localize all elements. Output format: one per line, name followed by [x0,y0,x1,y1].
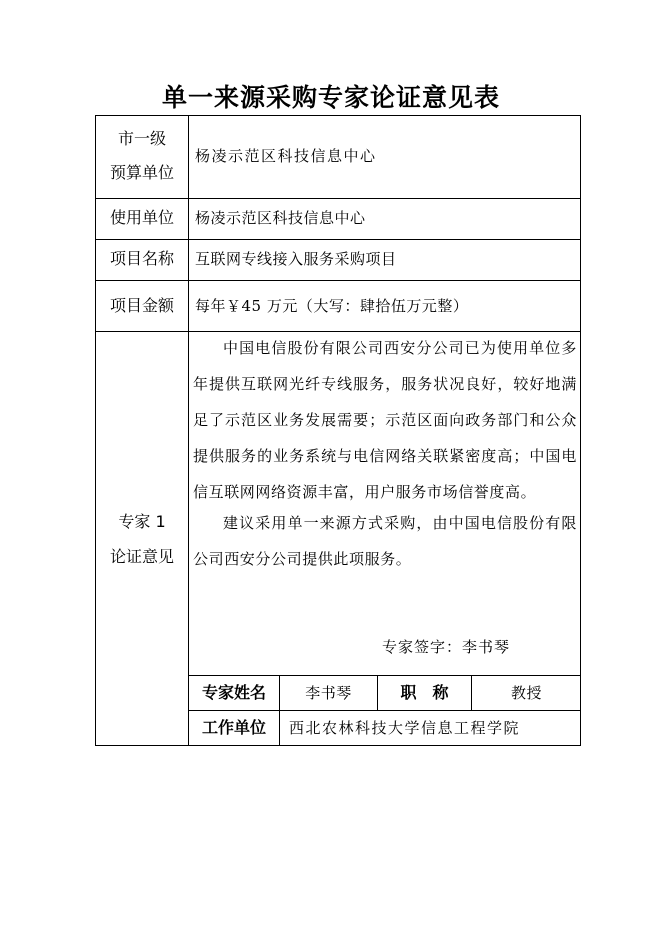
project-amount-label: 项目金额 [109,296,174,315]
expert-name-label: 专家姓名 [201,683,266,702]
project-amount-value: 每年￥45 万元（大写：肆拾伍万元整） [195,297,469,315]
row-divider [95,239,581,240]
work-unit-value: 西北农林科技大学信息工程学院 [289,719,521,737]
user-unit-value: 杨凌示范区科技信息中心 [195,209,366,227]
budget-unit-label-line1: 市一级 [117,129,166,148]
opinion-paragraph-2: 建议采用单一来源方式采购，由中国电信股份有限公司西安分公司提供此项服务。 [193,514,577,568]
work-unit-label: 工作单位 [201,718,266,737]
expert-title-label: 职 称 [400,683,449,702]
expert-opinion-label [96,504,188,574]
user-unit-label: 使用单位 [109,208,174,227]
expert-signature: 专家签字：李书琴 [382,638,511,656]
opinion-paragraph-1: 中国电信股份有限公司西安分公司已为使用单位多年提供互联网光纤专线服务，服务状况良好，较好地满足了示范区业务发展需要；示范区面向政务部门和公众提供服务的业务系统与电信网络关联紧密度高；中国电信互联网网络资源丰富，用户服务市场信誉度高。 [193,339,577,501]
expert-opinion-label-line1: 专家 1 [118,512,166,531]
budget-unit-value: 杨凌示范区科技信息中心 [195,147,377,165]
budget-unit-label-line2: 预算单位 [109,163,174,182]
document-title: 单一来源采购专家论证意见表 [161,83,500,112]
project-name-label: 项目名称 [109,249,174,268]
expert-opinion-label-line2: 论证意见 [109,547,174,566]
expert-name-value: 李书琴 [305,684,352,702]
budget-unit-label [96,122,188,190]
project-name-value: 互联网专线接入服务采购项目 [195,250,397,268]
expert-title-value: 教授 [510,684,542,702]
column-divider [188,115,189,746]
row-divider [95,280,581,281]
row-divider [95,198,581,199]
